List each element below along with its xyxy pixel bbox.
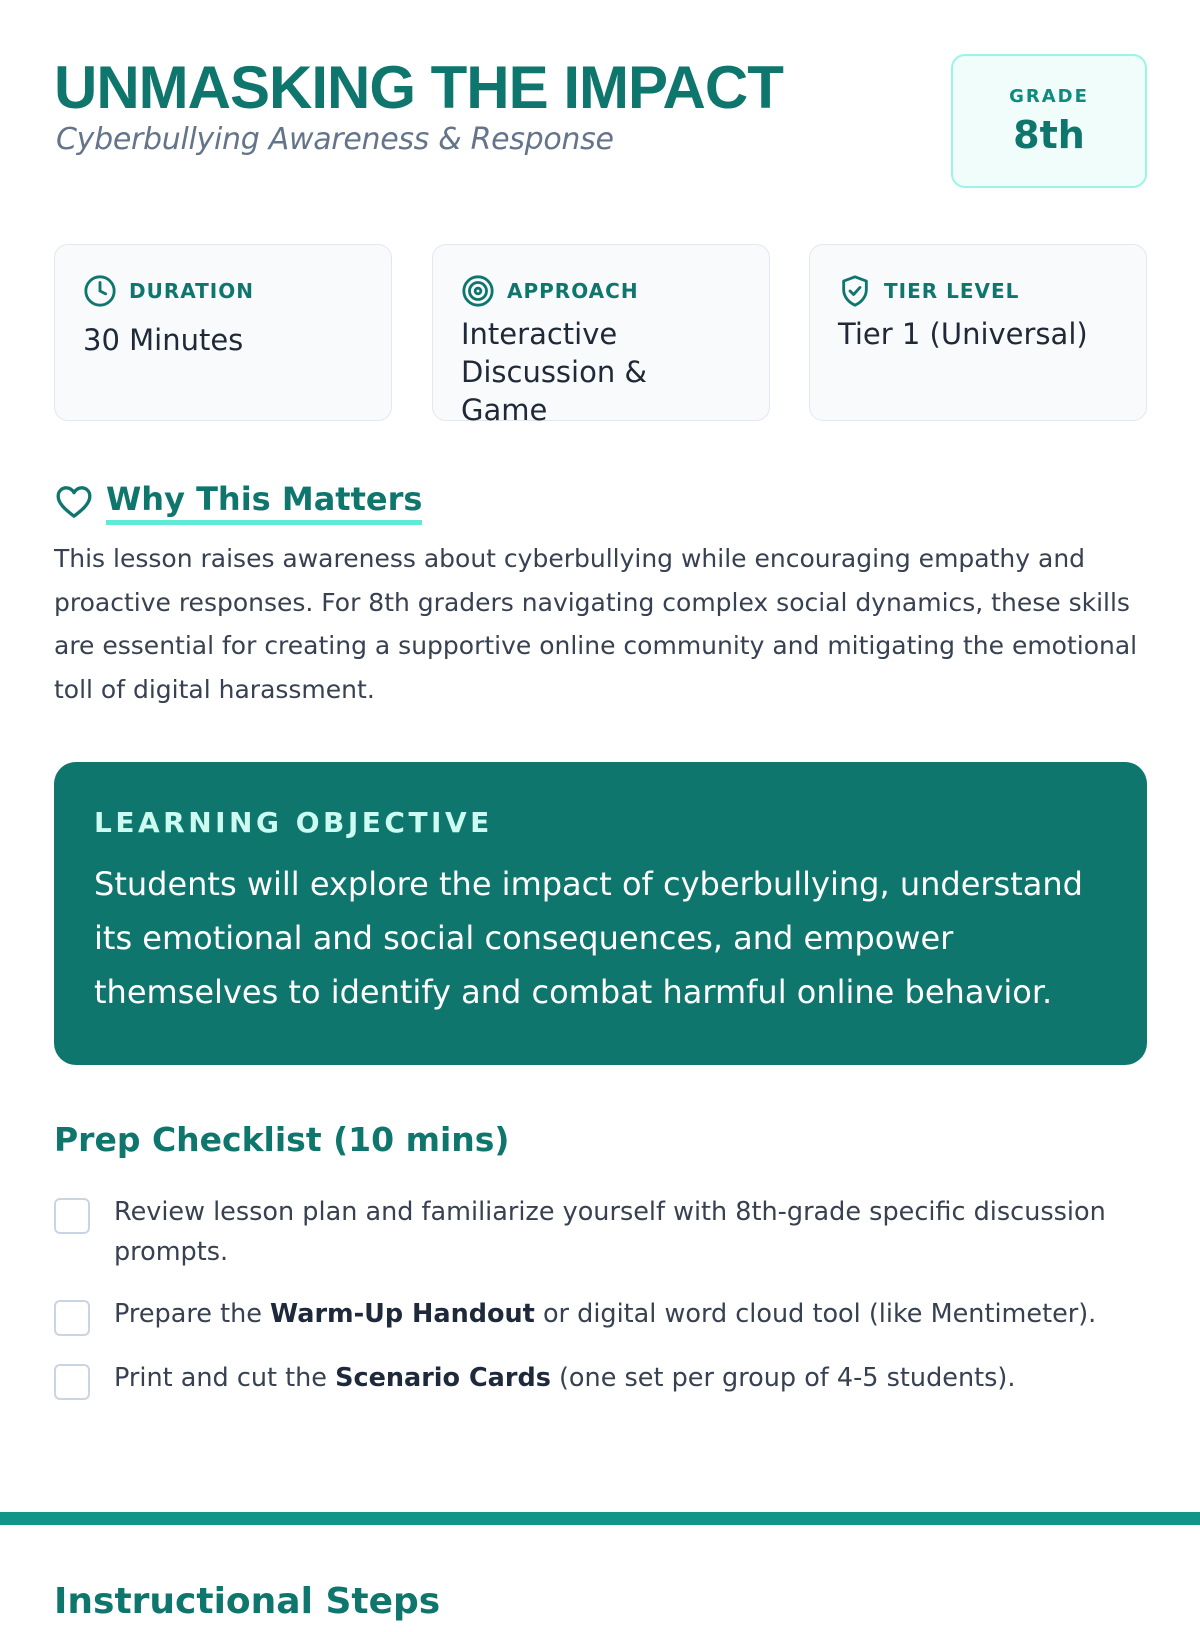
checklist-text: Review lesson plan and familiarize yourself with 8th-grade specific discussion prompts. [114, 1197, 1106, 1267]
checklist-item [54, 1294, 1147, 1336]
instructional-steps-title: Instructional Steps [54, 1581, 441, 1622]
grade-badge [951, 54, 1147, 188]
info-cards [54, 244, 1147, 427]
section-divider [0, 1512, 1200, 1525]
learning-objective-panel [54, 762, 1147, 1065]
prep-checklist-title: Prep Checklist (10 mins) [54, 1120, 510, 1159]
checklist-item [54, 1192, 1147, 1272]
duration-value: 30 Minutes [83, 323, 244, 357]
grade-label: GRADE [1009, 86, 1089, 107]
duration-card [54, 244, 392, 421]
page-subtitle: Cyberbullying Awareness & Response [56, 122, 614, 157]
checklist-checkbox[interactable] [54, 1198, 90, 1234]
approach-label: APPROACH [507, 279, 639, 303]
why-body: This lesson raises awareness about cyberbullying while encouraging empathy and proactive responses. For 8th graders navigating complex social dynamics, these skills are essential for creating a supportive online community and mitigating the emotional toll of digital harassment. [54, 544, 1138, 704]
target-icon [461, 274, 495, 308]
checklist-text: Prepare the Warm-Up Handout or digital word cloud tool (like Mentimeter). [114, 1299, 1097, 1329]
why-heading [54, 478, 422, 525]
objective-text: Students will explore the impact of cyberbullying, understand its emotional and social consequences, and empower themselves to identify and combat harmful online behavior. [94, 865, 1083, 1011]
shield-check-icon [838, 274, 872, 308]
tier-label: TIER LEVEL [884, 279, 1020, 303]
clock-icon [83, 274, 117, 308]
approach-value: Interactive Discussion & Game [461, 317, 648, 427]
page-title: UNMASKING THE IMPACT [54, 54, 783, 121]
tier-card [809, 244, 1147, 421]
prep-checklist [54, 1192, 1147, 1422]
checklist-text: Print and cut the Scenario Cards (one set per group of 4-5 students). [114, 1363, 1016, 1393]
checklist-item [54, 1358, 1147, 1400]
tier-value: Tier 1 (Universal) [838, 317, 1088, 351]
checklist-checkbox[interactable] [54, 1364, 90, 1400]
duration-label: DURATION [129, 279, 254, 303]
approach-card [432, 244, 770, 427]
grade-value: 8th [1013, 113, 1085, 157]
checklist-checkbox[interactable] [54, 1300, 90, 1336]
why-title: Why This Matters [106, 478, 422, 525]
heart-icon [54, 482, 94, 522]
objective-label: LEARNING OBJECTIVE [94, 806, 493, 839]
